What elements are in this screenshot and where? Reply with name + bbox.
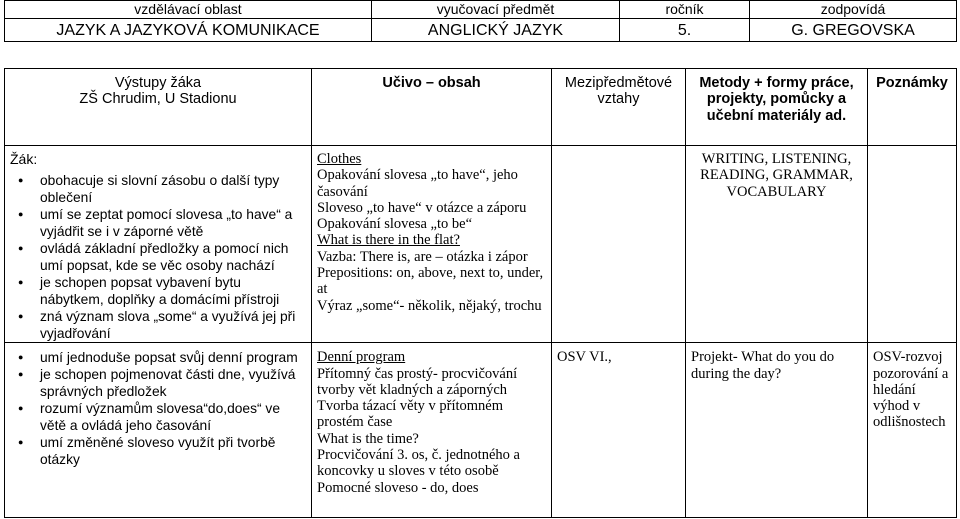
pupil-prefix: Žák: [10, 151, 38, 167]
cross-cell [552, 146, 686, 343]
outcomes-cell [5, 146, 312, 343]
header-table [4, 0, 957, 42]
list-item: ● umí změněné sloveso využít při tvorbě otázky [40, 434, 306, 468]
outcomes-cell [5, 343, 312, 518]
content-line: Opakování slovesa „to have“, jeho časování [317, 167, 518, 200]
list-item: ● zná význam slova „some“ a využívá jej při vyjadřování [40, 308, 306, 342]
content-cell [312, 146, 552, 343]
list-item: ● umí jednoduše popsat svůj denní program [40, 349, 306, 366]
col-cross-header: Mezipředmětové vztahy [552, 69, 686, 146]
col-outcomes-title: Výstupy žáka [114, 75, 202, 91]
value-area: JAZYK A JAZYKOVÁ KOMUNIKACE [5, 19, 372, 42]
list-item: ● je schopen popsat vybavení bytu nábytkem, doplňky a domácími přístroji [40, 274, 306, 308]
content-line: Prepositions: on, above, next to, under, at [317, 265, 544, 298]
methods-cell: WRITING, LISTENING, READING, GRAMMAR, VOCABULARY [686, 146, 868, 343]
content-line: Pomocné sloveso - do, does [317, 479, 479, 496]
content-line: Tvorba tázací věty v přítomném prostém čase [317, 398, 504, 431]
content-line: Výraz „some“- několik, nějaký, trochu [317, 297, 542, 314]
content-topic: Clothes [317, 151, 362, 167]
content-topic: Denní program [317, 349, 406, 366]
methods-cell: Projekt- What do you do during the day? [686, 343, 868, 518]
col-notes-header: Poznámky [868, 69, 957, 146]
content-line: Přítomný čas prostý- procvičování tvorby vět kladných a záporných [317, 365, 518, 398]
list-item: ● ovládá základní předložky a pomocí nich umí popsat, kde se věc osoby nachází [40, 240, 306, 274]
content-cell [312, 343, 552, 518]
label-grade: ročník [620, 1, 750, 19]
label-subject: vyučovací předmět [372, 1, 620, 19]
label-responsible: zodpovídá [750, 1, 957, 19]
label-area: vzdělávací oblast [5, 1, 372, 19]
content-line: Sloveso „to have“ v otázce a záporu [317, 199, 527, 216]
outcomes-list [10, 172, 306, 342]
notes-cell [868, 146, 957, 343]
content-line: Procvičování 3. os, č. jednotného a koncovky u sloves v této osobě [317, 447, 520, 480]
list-item: ● obohacuje si slovní zásobu o další typy oblečení [40, 172, 306, 206]
cross-cell: OSV VI., [552, 343, 686, 518]
content-line: Opakování slovesa „to be“ [317, 216, 473, 233]
value-subject: ANGLICKÝ JAZYK [372, 19, 620, 42]
col-methods-header: Metody + formy práce, projekty, pomůcky a učební materiály ad. [686, 69, 868, 146]
content-line: What is the time? [317, 430, 419, 447]
list-item: ● je schopen pojmenovat části dne, využívá správných předložek [40, 366, 306, 400]
content-line: What is there in the flat? [317, 232, 460, 249]
col-content-header: Učivo – obsah [312, 69, 552, 146]
content-line: Vazba: There is, are – otázka i zápor [317, 248, 528, 265]
outcomes-list [10, 349, 306, 468]
col-outcomes-header [5, 69, 312, 146]
curriculum-table [4, 68, 957, 518]
value-grade: 5. [620, 19, 750, 42]
col-outcomes-school: ZŠ Chrudim, U Stadionu [79, 91, 237, 108]
list-item: ● rozumí významům slovesa“do,does“ ve větě a ovládá jeho časování [40, 400, 306, 434]
table-row [5, 343, 957, 518]
table-row [5, 146, 957, 343]
value-responsible: G. GREGOVSKA [750, 19, 957, 42]
list-item: ● umí se zeptat pomocí slovesa „to have“ a vyjádřit se i v záporné větě [40, 206, 306, 240]
notes-cell: OSV-rozvoj pozorování a hledání výhod v odlišnostech [868, 343, 957, 518]
